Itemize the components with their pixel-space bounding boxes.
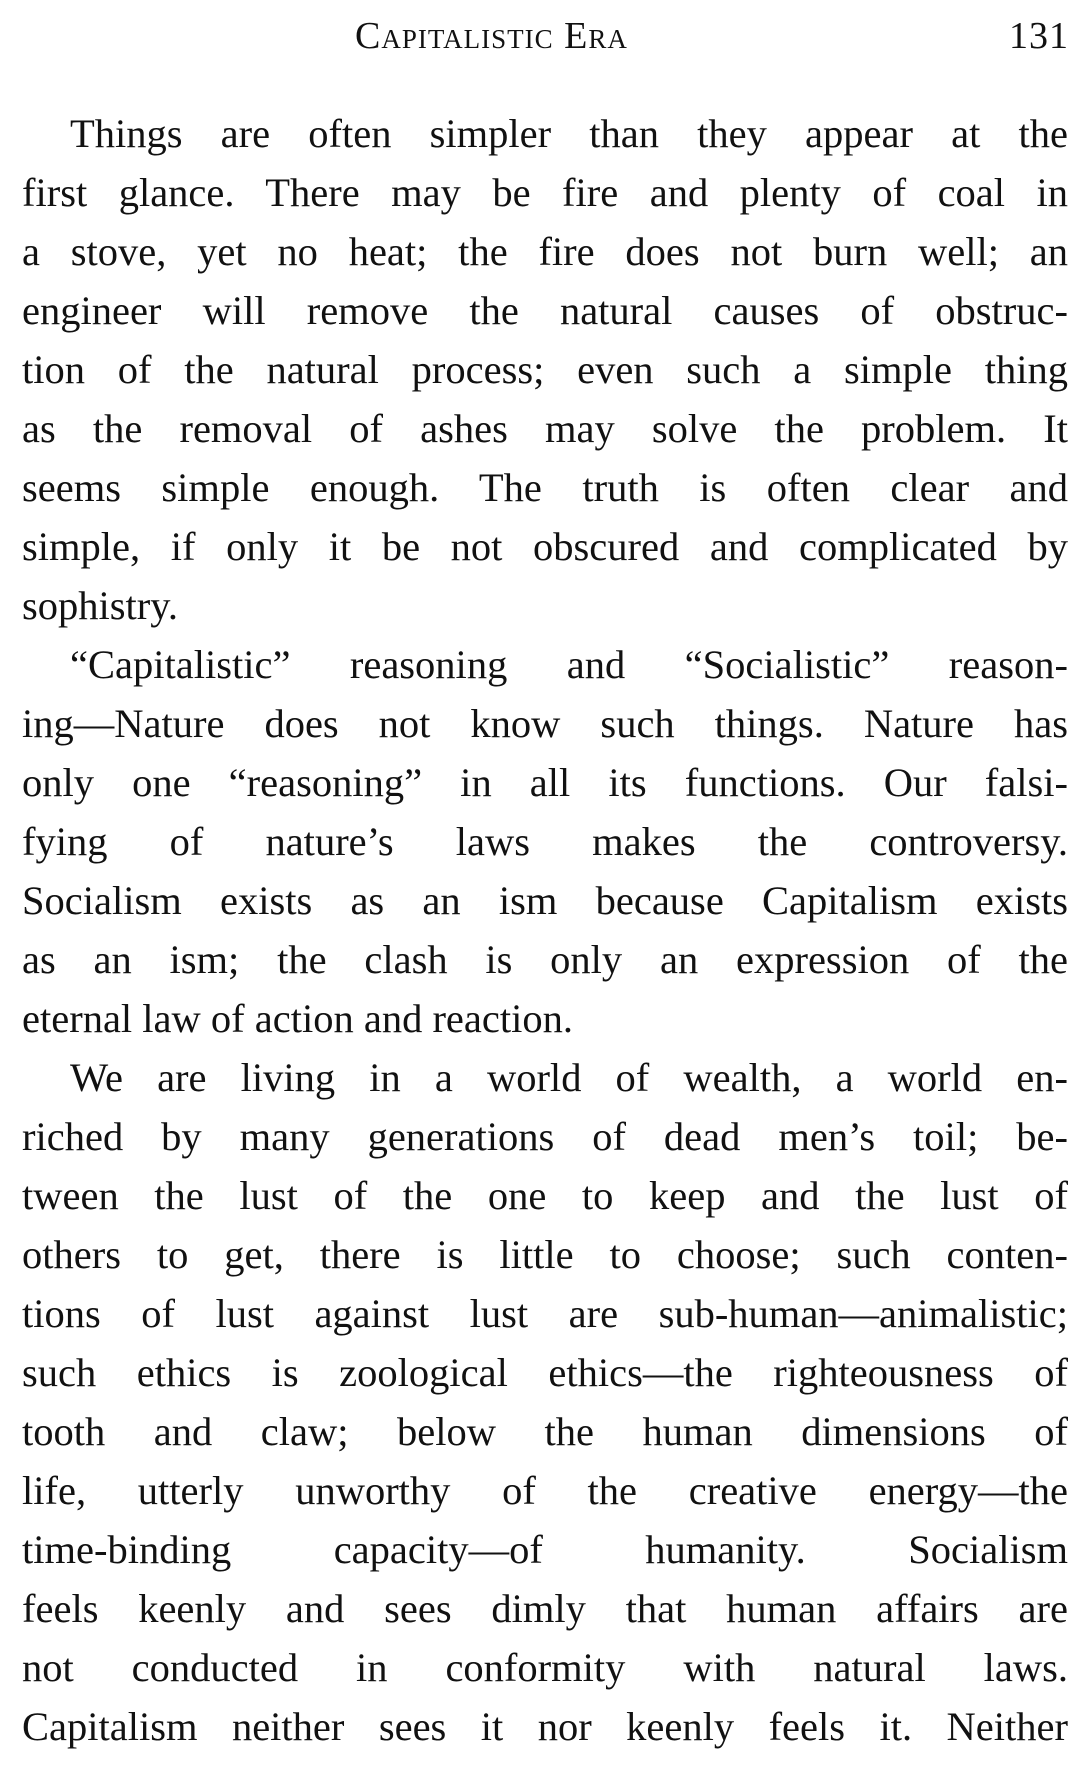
text-line: riched by many generations of dead men’s toil; be- (22, 1114, 1068, 1159)
text-line: “Capitalistic” reasoning and “Socialistic” reason- (70, 642, 1068, 687)
text-line: only one “reasoning” in all its functions. Our falsi- (22, 760, 1068, 805)
page-number: 131 (1009, 15, 1069, 57)
running-header (0, 14, 1089, 64)
text-line: Things are often simpler than they appear at the (70, 111, 1068, 156)
text-line: tween the lust of the one to keep and the lust of (22, 1173, 1068, 1218)
body-text (22, 104, 1068, 1756)
text-line: life, utterly unworthy of the creative energy—the (22, 1468, 1068, 1513)
text-line: fying of nature’s laws makes the controversy. (22, 819, 1068, 864)
text-line: tions of lust against lust are sub-human—animalistic; (22, 1291, 1068, 1336)
text-line: Capitalism neither sees it nor keenly feels it. Neither (22, 1704, 1068, 1749)
text-line: first glance. There may be fire and plenty of coal in (22, 170, 1068, 215)
text-line: feels keenly and sees dimly that human affairs are (22, 1586, 1068, 1631)
text-line: such ethics is zoological ethics—the righteousness of (22, 1350, 1068, 1395)
text-line: tooth and claw; below the human dimensions of (22, 1409, 1068, 1454)
text-line: time-binding capacity—of humanity. Socialism (22, 1527, 1068, 1572)
text-line: ing—Nature does not know such things. Nature has (22, 701, 1068, 746)
text-line: as an ism; the clash is only an expression of the (22, 937, 1068, 982)
text-line: We are living in a world of wealth, a world en- (70, 1055, 1068, 1100)
paragraph (22, 1048, 1068, 1756)
text-line: tion of the natural process; even such a simple thing (22, 347, 1068, 392)
text-line: others to get, there is little to choose; such conten- (22, 1232, 1068, 1277)
text-line: Socialism exists as an ism because Capitalism exists (22, 878, 1068, 923)
text-line: not conducted in conformity with natural laws. (22, 1645, 1068, 1690)
text-line: a stove, yet no heat; the fire does not burn well; an (22, 229, 1068, 274)
paragraph (22, 104, 1068, 635)
text-line: as the removal of ashes may solve the problem. It (22, 406, 1068, 451)
text-line: simple, if only it be not obscured and complicated by (22, 524, 1068, 569)
running-title: Capitalistic Era (355, 15, 628, 57)
paragraph (22, 635, 1068, 1048)
text-line: seems simple enough. The truth is often clear and (22, 465, 1068, 510)
text-line: eternal law of action and reaction. (22, 996, 573, 1041)
text-line: engineer will remove the natural causes of obstruc- (22, 288, 1068, 333)
text-line: sophistry. (22, 583, 179, 628)
